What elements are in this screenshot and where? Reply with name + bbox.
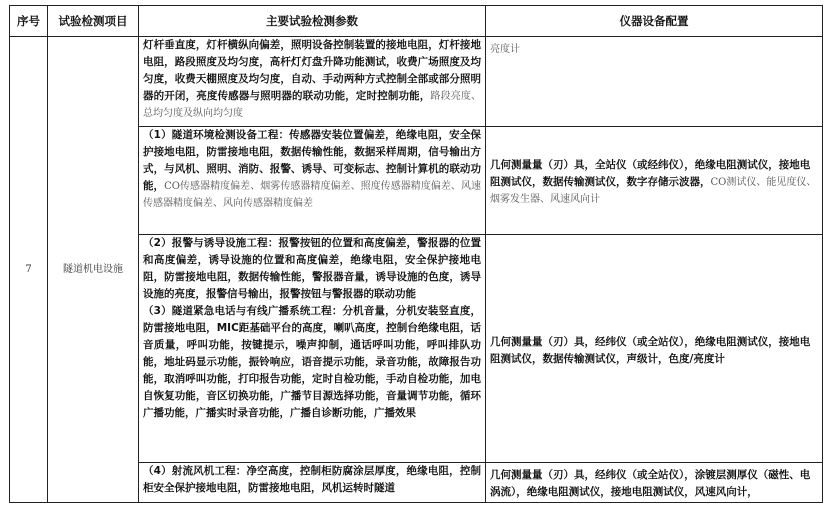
row-number: 7 [10,37,48,503]
equip-cell [486,463,823,503]
header-item: 试验检测项目 [48,6,139,37]
equip-text: 几何测量量（刃）具，经纬仪（或全站仪），涂镀层测厚仪（磁性、电涡流），绝缘电阻测试仪，接地电阻测试仪，风速风向计， [490,469,811,498]
header-params: 主要试验检测参数 [139,6,486,37]
equip-text-light: 亮度计 [490,44,520,55]
params-cell [139,463,486,503]
table-row [10,37,823,127]
params-text: （2）报警与诱导设施工程：报警按钮的位置和高度偏差，警报器的位置和高度偏差，诱导设施的位置和高度偏差，绝缘电阻，安全保护接地电阻，防雷接地电阻，数据传输性能，警报器音量，诱导设施的色度，诱导设施的亮度，报警信号输出，报警按钮与警报器的联动功能 （3）隧道紧急电话与有线广播系统工程：分机音量，分机安装竖直度，防雷接地电阻，MIC距基础平台的高度，喇叭高度，控制台绝缘电阻，话音质量，呼叫功能，按键提示，噪声抑制，通话呼叫功能，呼叫排队功能，地址码显示功能，振铃响应，语音提示功能，录音功能，故障报告功能，取消呼叫功能，打印报告功能，定时自检功能，手动自检功能，加电自恢复功能，音区切换功能，广播节目源选择功能，音量调节功能，循环广播功能，广播实时录音功能，广播自诊断功能，广播效果 [143,237,481,419]
params-cell [139,37,486,127]
params-text-light: 路段亮度、总均匀度及纵向均匀度 [143,91,482,119]
equip-cell [486,37,823,127]
equip-cell [486,127,823,235]
header-row [10,6,823,37]
params-text: 灯杆垂直度，灯杆横纵向偏差，照明设备控制装置的接地电阻，灯杆接地电阻，路段照度及均匀度，高杆灯灯盘升降功能测试，收费广场照度及均匀度，收费天棚照度及均匀度，自动、手动两种方式控制全部或部分照明器的开闭，亮度传感器与照明器的联动功能，定时控制功能， [143,39,481,102]
params-text: （4）射流风机工程：净空高度，控制柜防腐涂层厚度，绝缘电阻，控制柜安全保护接地电阻，防雷接地电阻，风机运转时隧道 [143,465,481,494]
equip-cell [486,235,823,463]
params-cell [139,127,486,235]
inspection-table [9,5,823,503]
equip-text-light: CO测试仪、能见度仪、烟雾发生器、风速风向计 [490,177,817,205]
params-text: （1）隧道环境检测设备工程：传感器安装位置偏差，绝缘电阻，安全保护接地电阻，防雷接地电阻，数据传输性能，数据采样周期，信号输出方式，与风机、照明、消防、报警、诱导、可变标志、控制计算机的联动功能， [143,129,481,192]
equip-text: 几何测量量（刃）具，全站仪（或经纬仪），绝缘电阻测试仪，接地电阻测试仪，数据传输测试仪，数字存储示波器， [490,159,811,188]
equip-text: 几何测量量（刃）具，经纬仪（或全站仪），绝缘电阻测试仪，接地电阻测试仪，数据传输测试仪，声级计，色度/亮度计 [490,335,811,365]
row-item-name: 隧道机电设施 [48,37,139,503]
params-text-light: CO传感器精度偏差、烟雾传感器精度偏差、照度传感器精度偏差、风速传感器精度偏差、风向传感器精度偏差 [143,181,481,209]
params-cell [139,235,486,463]
header-no: 序号 [10,6,48,37]
header-equip: 仪器设备配置 [486,6,823,37]
